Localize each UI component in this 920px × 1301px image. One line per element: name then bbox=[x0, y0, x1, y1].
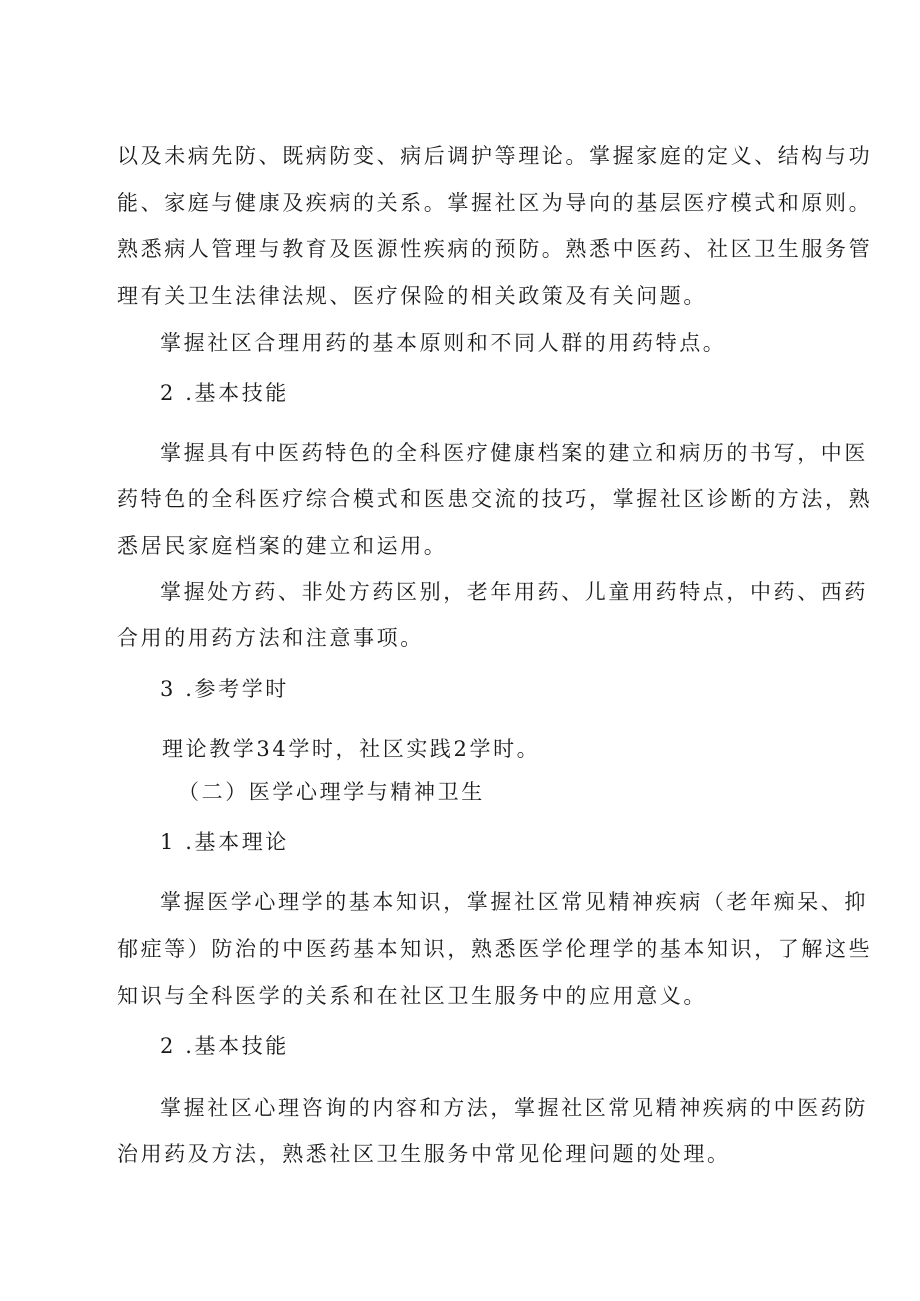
paragraph-line: 郁症等）防治的中医药基本知识，熟悉医学伦理学的基本知识，了解这些 bbox=[117, 937, 873, 961]
paragraph-line: 治用药及方法，熟悉社区卫生服务中常见伦理问题的处理。 bbox=[117, 1142, 731, 1166]
paragraph-line: 掌握医学心理学的基本知识，掌握社区常见精神疾病（老年痴呆、抑 bbox=[160, 890, 868, 914]
paragraph-line: 知识与全科医学的关系和在社区卫生服务中的应用意义。 bbox=[117, 984, 707, 1008]
paragraph-line: 掌握社区心理咨询的内容和方法，掌握社区常见精神疾病的中医药防 bbox=[160, 1096, 868, 1120]
paragraph-line: 药特色的全科医疗综合模式和医患交流的技巧，掌握社区诊断的方法，熟 bbox=[117, 487, 873, 511]
paragraph-line: 掌握具有中医药特色的全科医疗健康档案的建立和病历的书写，中医 bbox=[160, 441, 868, 465]
section-heading: 3 .参考学时 bbox=[160, 677, 289, 701]
section-heading: 2 .基本技能 bbox=[160, 1034, 289, 1058]
paragraph-line: 合用的用药方法和注意事项。 bbox=[117, 626, 424, 650]
paragraph-line: 以及未病先防、既病防变、病后调护等理论。掌握家庭的定义、结构与功 bbox=[117, 144, 873, 168]
section-heading: 1 .基本理论 bbox=[160, 830, 289, 854]
paragraph-line: 理论教学34学时，社区实践2学时。 bbox=[162, 737, 541, 761]
subsection-heading: （二）医学心理学与精神卫生 bbox=[178, 780, 485, 804]
paragraph-line: 熟悉病人管理与教育及医源性疾病的预防。熟悉中医药、社区卫生服务管 bbox=[117, 237, 873, 261]
paragraph-line: 掌握处方药、非处方药区别，老年用药、儿童用药特点，中药、西药 bbox=[160, 580, 868, 604]
paragraph-line: 能、家庭与健康及疾病的关系。掌握社区为导向的基层医疗模式和原则。 bbox=[117, 191, 873, 215]
paragraph-line: 悉居民家庭档案的建立和运用。 bbox=[117, 534, 448, 558]
section-heading: 2 .基本技能 bbox=[160, 381, 289, 405]
paragraph-line: 掌握社区合理用药的基本原则和不同人群的用药特点。 bbox=[160, 331, 727, 355]
paragraph-line: 理有关卫生法律法规、医疗保险的相关政策及有关问题。 bbox=[117, 284, 707, 308]
